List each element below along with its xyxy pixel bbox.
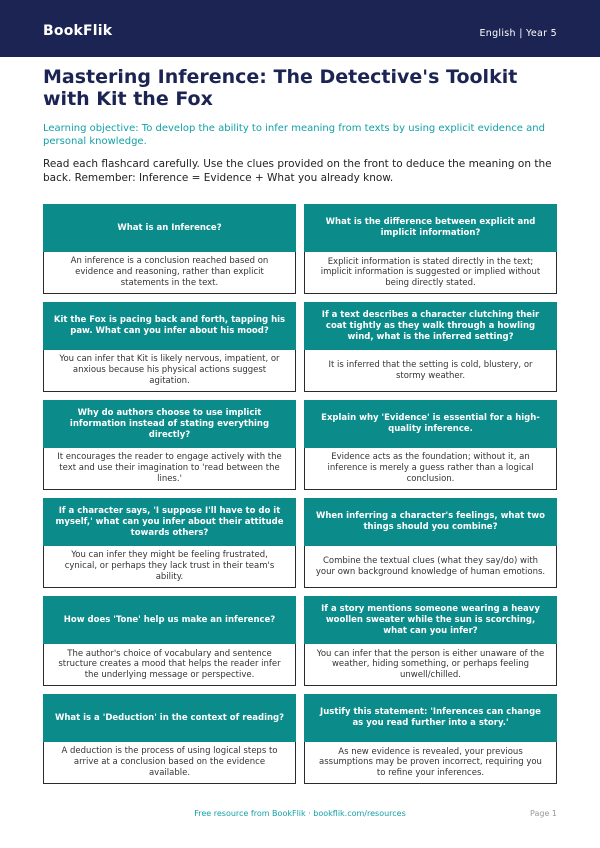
flashcard-front: What is an Inference? [43,204,296,252]
subject-year-label: English | Year 5 [479,28,557,39]
flashcard-back: It is inferred that the setting is cold, blustery, or stormy weather. [304,350,557,392]
flashcard-row [43,596,557,686]
flashcard-row [43,204,557,294]
footer-credit[interactable]: Free resource from BookFlik · bookflik.com/resources [194,809,406,818]
flashcard[interactable] [43,694,296,784]
flashcard-front: What is a 'Deduction' in the context of reading? [43,694,296,742]
flashcard-front: Explain why 'Evidence' is essential for a high-quality inference. [304,400,557,448]
flashcard-front: Why do authors choose to use implicit information instead of stating everything directly? [43,400,296,448]
flashcard-back: A deduction is the process of using logical steps to arrive at a conclusion based on the evidence available. [43,742,296,784]
brand-logo[interactable]: BookFlik [43,23,113,39]
flashcard-row [43,400,557,490]
flashcard-front: If a text describes a character clutching their coat tightly as they walk through a howling wind, what is the inferred setting? [304,302,557,350]
top-bar [0,0,600,57]
flashcard-front: What is the difference between explicit and implicit information? [304,204,557,252]
flashcard[interactable] [43,400,296,490]
flashcard-back: An inference is a conclusion reached based on evidence and reasoning, rather than explicit statements in the text. [43,252,296,294]
flashcard[interactable] [304,694,557,784]
flashcard-row [43,302,557,392]
learning-objective: Learning objective: To develop the ability to infer meaning from texts by using explicit evidence and personal knowledge. [43,123,545,147]
flashcard[interactable] [43,204,296,294]
flashcard-back: You can infer they might be feeling frustrated, cynical, or perhaps they lack trust in their team's ability. [43,546,296,588]
flashcard-front: When inferring a character's feelings, what two things should you combine? [304,498,557,546]
flashcard-back: The author's choice of vocabulary and sentence structure creates a mood that helps the reader infer the underlying message or perspective. [43,644,296,686]
flashcard-back: Evidence acts as the foundation; without it, an inference is merely a guess rather than a logical conclusion. [304,448,557,490]
flashcard-row [43,694,557,784]
flashcard[interactable] [304,400,557,490]
flashcard-row [43,498,557,588]
flashcard[interactable] [43,302,296,392]
flashcard-front: If a character says, 'I suppose I'll have to do it myself,' what can you infer about their attitude towards others? [43,498,296,546]
flashcard-back: It encourages the reader to engage actively with the text and use their imagination to 'read between the lines.' [43,448,296,490]
instructions: Read each flashcard carefully. Use the clues provided on the front to deduce the meaning on the back. Remember: Inference = Evidence + What you already know. [43,158,552,184]
flashcard-front: How does 'Tone' help us make an inference? [43,596,296,644]
flashcard-front: Justify this statement: 'Inferences can change as you read further into a story.' [304,694,557,742]
flashcard[interactable] [43,596,296,686]
page-number: Page 1 [530,809,557,818]
flashcard-back: You can infer that Kit is likely nervous, impatient, or anxious because his physical actions suggest agitation. [43,350,296,392]
flashcard-back: Combine the textual clues (what they say/do) with your own background knowledge of human emotions. [304,546,557,588]
flashcard-back: You can infer that the person is either unaware of the weather, hiding something, or perhaps feeling unwell/chilled. [304,644,557,686]
flashcard[interactable] [304,596,557,686]
flashcard[interactable] [43,498,296,588]
flashcard-back: Explicit information is stated directly in the text; implicit information is suggested or implied without being directly stated. [304,252,557,294]
flashcard[interactable] [304,302,557,392]
flashcard-back: As new evidence is revealed, your previous assumptions may be proven incorrect, requiring you to refine your inferences. [304,742,557,784]
page-title: Mastering Inference: The Detective's Toolkit with Kit the Fox [43,66,518,110]
flashcard[interactable] [304,498,557,588]
flashcard[interactable] [304,204,557,294]
flashcard-front: If a story mentions someone wearing a heavy woollen sweater while the sun is scorching, what can you infer? [304,596,557,644]
flashcard-front: Kit the Fox is pacing back and forth, tapping his paw. What can you infer about his mood? [43,302,296,350]
